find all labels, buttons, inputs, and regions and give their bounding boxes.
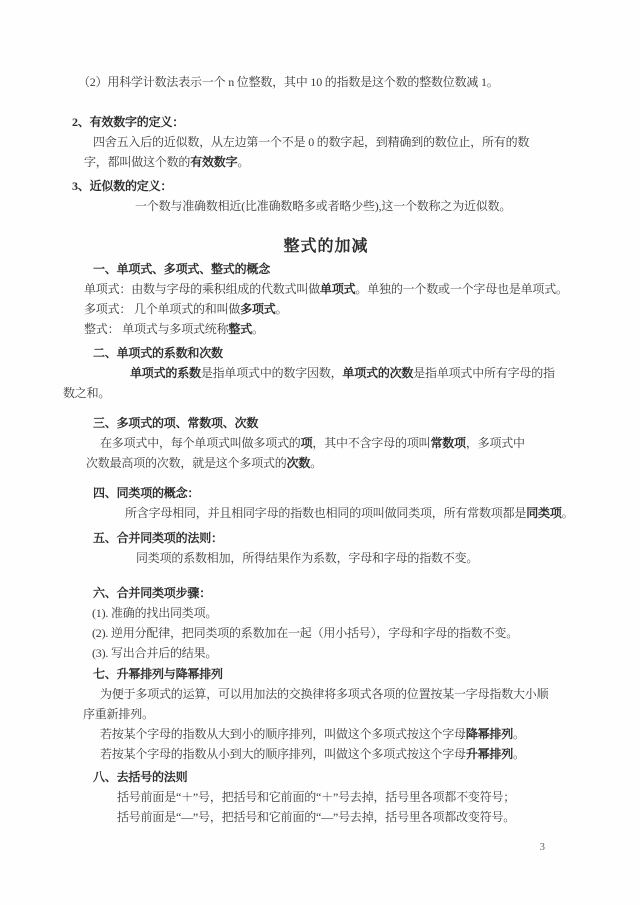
text-run: 是指单项式中的数字因数，: [200, 366, 343, 380]
bold-run: 多项式: [240, 302, 276, 316]
text-run: ，其中不含字母的项叫: [312, 436, 431, 450]
s6-step-2: (2). 逆用分配律，把同类项的系数加在一起（用小括号），字母和字母的指数不变。: [92, 626, 518, 640]
s8-rule-minus: 括号前面是“—”号，把括号和它前面的“—”号去掉，括号里各项都改变符号。: [117, 810, 516, 824]
s7-body-line-2: 序重新排列。: [83, 707, 154, 721]
text-run: 。: [252, 322, 264, 336]
bold-run: 单项式的系数: [130, 366, 201, 380]
def-integral-expression: [63, 319, 545, 339]
heading-s7-ordering: 七、升幂排列与降幂排列: [93, 667, 223, 681]
text-run: 字，都叫做这个数的: [84, 155, 191, 169]
heading-s2-coefficient-degree: 二、单项式的系数和次数: [93, 346, 223, 360]
sig-digits-line-1: 四舍五入后的近似数，从左边第一个不是 0 的数字起，到精确到的数位止，所有的数: [93, 135, 530, 149]
s7-body-line-4: [63, 744, 545, 764]
s7-body-line-3: [63, 724, 545, 744]
text-run: 。: [275, 302, 288, 316]
heading-approximate-number: 3、近似数的定义：: [72, 179, 173, 193]
text-run: 多项式： 几个单项式的和叫做: [84, 302, 241, 316]
chapter-title: 整式的加减: [283, 238, 369, 255]
text-run: 次数最高项的次数，就是这个多项式的: [86, 456, 287, 470]
text-run: 单项式：由数与字母的乘积组成的代数式叫做: [84, 282, 321, 296]
heading-s4-like-terms: 四、同类项的概念：: [93, 486, 200, 500]
text-run: 所含字母相同，并且相同字母的指数也相同的项叫做同类项，所有常数项都是: [125, 506, 527, 520]
bold-run: 项: [300, 436, 313, 450]
s3-body-line-1: [63, 433, 545, 453]
s2-body-line-1: [63, 363, 555, 383]
approx-number-body: 一个数与准确数相近(比准确数略多或者略少些),这一个数称之为近似数。: [135, 199, 512, 213]
text-run: 是指单项式中所有字母的指: [413, 366, 555, 380]
bold-run: 单项式: [320, 282, 356, 296]
s3-body-line-2: [63, 453, 545, 473]
bold-run: 升幂排列: [465, 747, 514, 761]
s2-body-line-2: 数之和。: [63, 386, 111, 400]
s4-body: [63, 503, 574, 523]
bold-run: 常数项: [430, 436, 466, 450]
text-run: 。: [513, 747, 525, 761]
sig-digits-line-2: [63, 152, 545, 172]
page-number: 3: [539, 841, 545, 853]
text-run: 。: [561, 506, 574, 520]
heading-s6-combine-steps: 六、合并同类项步骤：: [93, 586, 212, 600]
bold-run: 整式: [228, 322, 253, 336]
text-run: 。: [237, 155, 250, 169]
note-scientific-notation: （2）用科学计数法表示一个 n 位整数，其中 10 的指数是这个数的整数位数减 1。: [78, 75, 499, 89]
text-run: 若按某个字母的指数从大到小的顺序排列，叫做这个多项式按这个字母: [100, 727, 466, 741]
text-run: ，多项式中: [465, 436, 525, 450]
heading-s5-combine-rule: 五、合并同类项的法则：: [93, 531, 223, 545]
bold-run: 降幂排列: [465, 727, 514, 741]
s5-body: 同类项的系数相加，所得结果作为系数，字母和字母的指数不变。: [136, 551, 479, 565]
text-run: 。单独的一个数或一个字母也是单项式。: [355, 282, 568, 296]
heading-s8-brackets: 八、去括号的法则: [93, 770, 188, 784]
def-polynomial: [63, 299, 545, 319]
text-run: 整式： 单项式与多项式统称: [84, 322, 229, 336]
text-run: 。: [310, 456, 323, 470]
text-run: 在多项式中，每个单项式叫做多项式的: [100, 436, 301, 450]
heading-significant-digits: 2、有效数字的定义：: [72, 115, 185, 129]
s8-rule-plus: 括号前面是“＋”号，把括号和它前面的“＋”号去掉，括号里各项都不变符号；: [117, 790, 516, 804]
heading-s1-concepts: 一、单项式、多项式、整式的概念: [93, 262, 271, 276]
def-monomial: [63, 279, 568, 299]
bold-run: 同类项: [526, 506, 562, 520]
text-run: 。: [513, 727, 525, 741]
heading-s3-terms: 三、多项式的项、常数项、次数: [93, 416, 259, 430]
s7-body-line-1: 为便于多项式的运算，可以用加法的交换律将多项式各项的位置按某一字母指数大小顺: [100, 687, 549, 701]
bold-run: 有效数字: [190, 155, 238, 169]
s6-step-3: (3). 写出合并后的结果。: [92, 646, 218, 660]
bold-run: 次数: [286, 456, 311, 470]
s6-step-1: (1). 准确的找出同类项。: [92, 606, 218, 620]
text-run: 若按某个字母的指数从小到大的顺序排列，叫做这个多项式按这个字母: [100, 747, 466, 761]
bold-run: 单项式的次数: [342, 366, 414, 380]
